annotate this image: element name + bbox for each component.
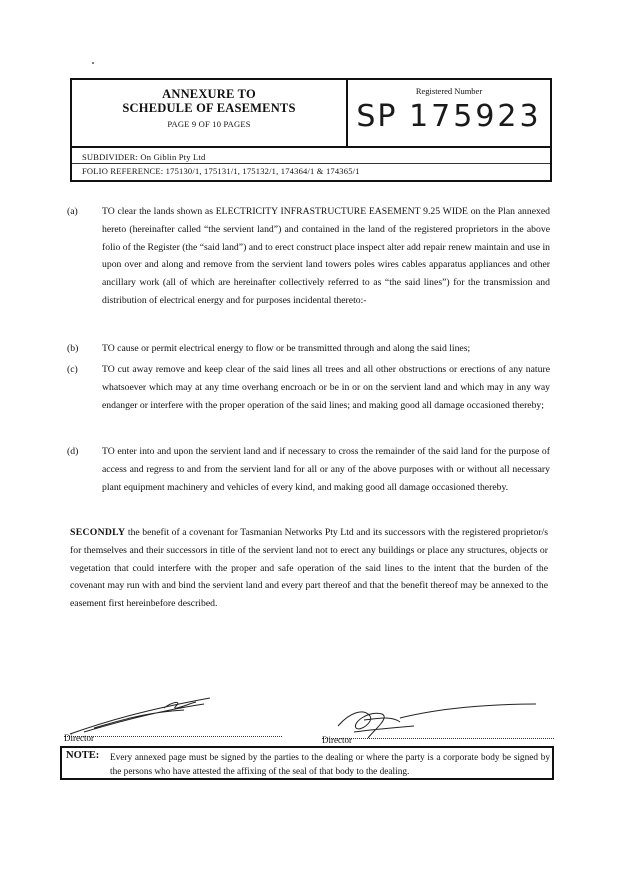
registered-number-value: 175923 <box>409 99 542 134</box>
clause-marker: (c) <box>67 364 78 375</box>
right-director-label: Director <box>322 735 352 745</box>
left-signature <box>64 694 214 738</box>
page-count: PAGE 9 OF 10 PAGES <box>167 119 251 129</box>
folio-reference-line: FOLIO REFERENCE: 175130/1, 175131/1, 175132/1, 174364/1 & 174365/1 <box>82 166 360 176</box>
note-box <box>60 746 554 780</box>
annexure-title <box>72 87 346 115</box>
clause-text: TO enter into and upon the servient land and if necessary to cross the remainder of the said land for the purpose of access and regress to and from the servient land for all or any of the above purposes with or without all necessary plant equipment machinery and vehicles of every kind, and making good all damage occasioned thereby. <box>102 446 550 493</box>
subdivider-line: SUBDIVIDER: On Giblin Pty Ltd <box>82 152 206 162</box>
clause-text: TO cause or permit electrical energy to flow or be transmitted through and along the said lines; <box>102 343 471 354</box>
registered-number-cell <box>348 80 550 146</box>
note-label: NOTE: <box>66 750 100 761</box>
clause-text: TO clear the lands shown as ELECTRICITY INFRASTRUCTURE EASEMENT 9.25 WIDE on the Plan annexed hereto (hereinafter called “the servient land”) and contained in the land of the registered proprietors in the above folio of the Register (the “said land”) and to erect construct place inspect alter add repair renew maintain and use in upon over and along and remove from the servient land towers poles wires cables apparatus appliances and other ancillary work (all of which are hereinafter collectively referred to as “the said lines”) for the transmission and distribution of electrical energy and for purposes incidental thereto:- <box>102 206 550 306</box>
left-director-label: Director <box>64 733 94 743</box>
annexure-title-cell <box>72 80 348 146</box>
clause-marker: (a) <box>67 206 78 217</box>
secondly-lead: SECONDLY <box>70 527 126 538</box>
right-signature-line <box>322 738 554 739</box>
info-box <box>70 148 552 182</box>
clause-marker: (d) <box>67 446 79 457</box>
clause-d <box>67 443 550 496</box>
clause-c <box>67 361 550 414</box>
note-text: Every annexed page must be signed by the parties to the dealing or where the party is a corporate body be signed by the persons who have attested the affixing of the seal of that body to the dealing. <box>110 753 550 777</box>
secondly-text: the benefit of a covenant for Tasmanian Networks Pty Ltd and its successors with the registered proprietor/s for themselves and their successors in title of the servient land not to erect any buildings or place any structures, objects or vegetation that could interfere with the proper and safe operation of the said lines to the intent that the burden of the covenant may run with and bind the servient land and every part thereof and that the benefit thereof may be annexed to the easement first hereinbefore described. <box>70 527 548 610</box>
registered-number-label: Registered Number <box>415 86 483 96</box>
stray-mark <box>92 62 94 64</box>
annexure-title-line1: ANNEXURE TO <box>162 87 256 101</box>
left-signature-line <box>64 736 282 737</box>
annexure-title-line2: SCHEDULE OF EASEMENTS <box>122 101 296 115</box>
registered-number <box>348 100 550 134</box>
clause-b <box>67 340 550 358</box>
header-box <box>70 78 552 148</box>
secondly-paragraph <box>70 524 548 613</box>
clause-a <box>67 203 550 310</box>
clause-text: TO cut away remove and keep clear of the said lines all trees and all other obstructions or erections of any nature whatsoever which may at any time overhang encroach or be in or on the servient land and which may in any way endanger or interfere with the proper operation of the said lines; and making good all damage occasioned thereby; <box>102 364 550 411</box>
right-signature <box>330 698 540 742</box>
registered-number-prefix: SP <box>356 99 398 134</box>
clause-marker: (b) <box>67 343 79 354</box>
info-divider <box>72 163 550 164</box>
